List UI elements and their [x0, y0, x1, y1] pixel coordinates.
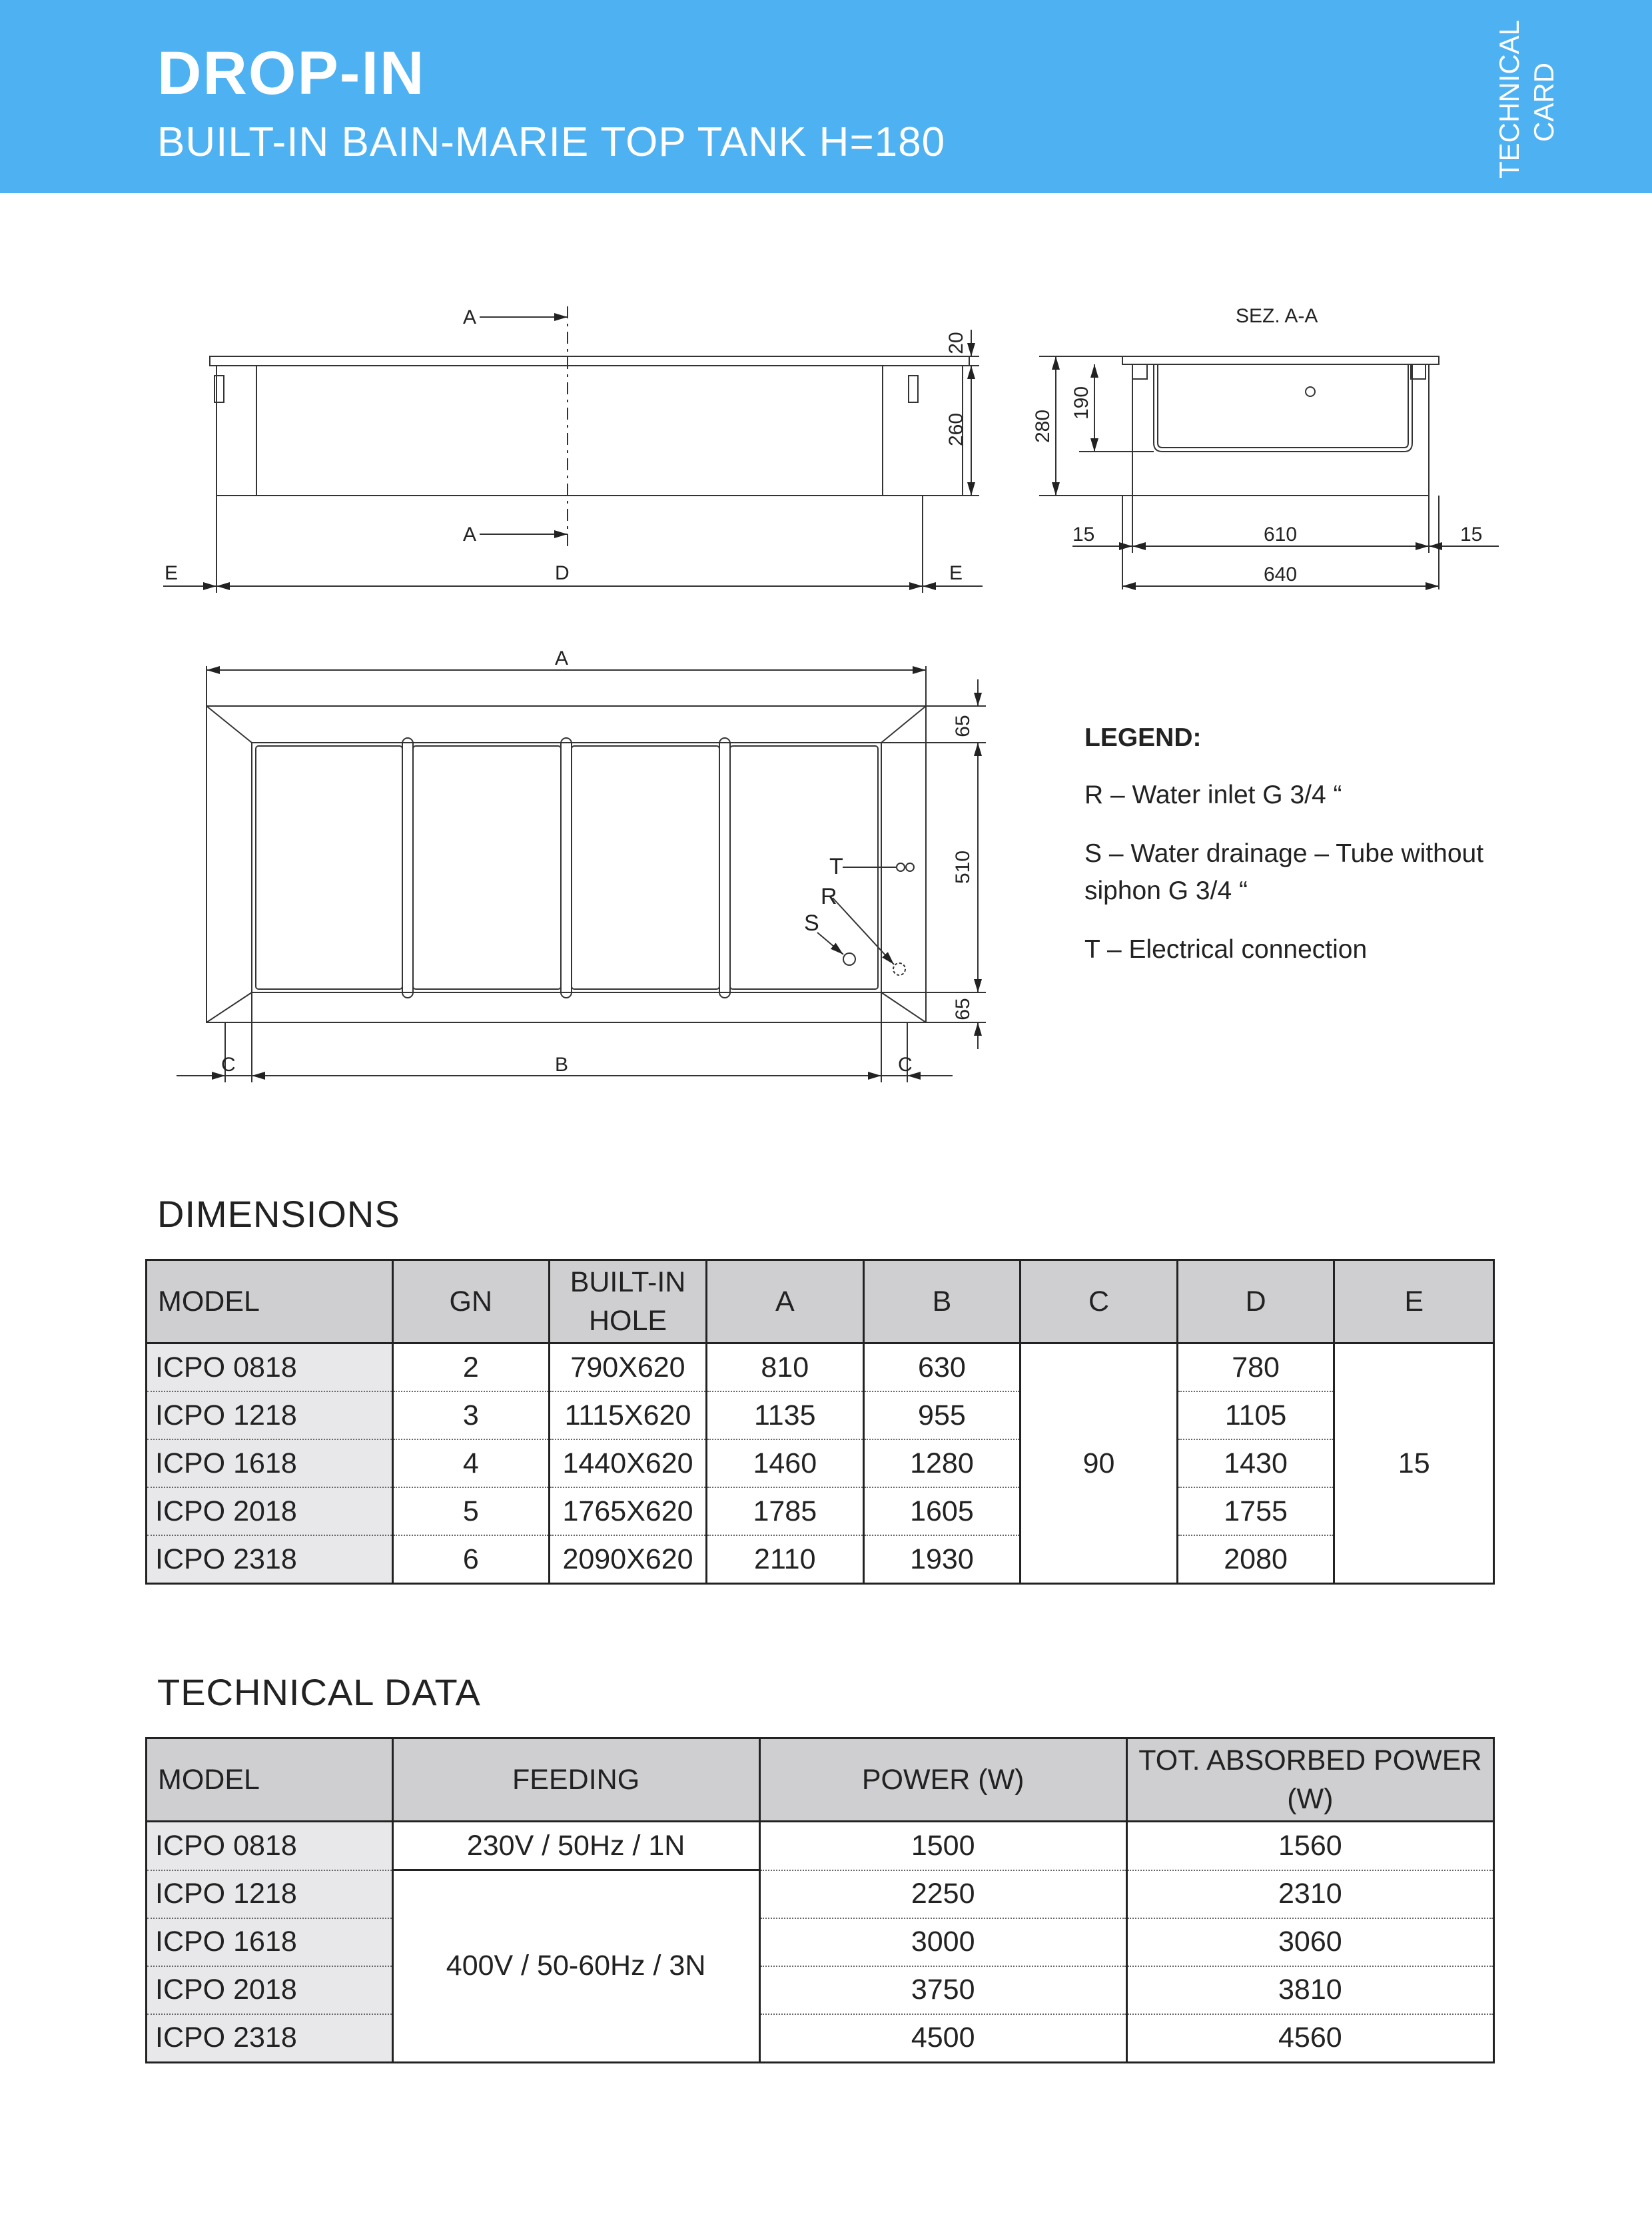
cell-gn: 2: [392, 1343, 550, 1392]
table-row: [147, 1439, 1494, 1487]
cell-power: 2250: [759, 1870, 1126, 1918]
cell-model: ICPO 1618: [147, 1918, 393, 1966]
table-row: [147, 1391, 1494, 1439]
cell-power: 3000: [759, 1918, 1126, 1966]
section-view: [1039, 356, 1499, 589]
cell-a: 2110: [706, 1535, 863, 1584]
top-view: [177, 666, 986, 1082]
dim-top-510: 510: [952, 850, 974, 885]
dimensions-table: [145, 1259, 1495, 1585]
cell-absorbed: 3060: [1126, 1918, 1493, 1966]
cell-gn: 6: [392, 1535, 550, 1584]
section-title: SEZ. A-A: [1236, 305, 1318, 327]
cell-power: 1500: [759, 1822, 1126, 1870]
cell-hole: 1115X620: [550, 1391, 707, 1439]
dim-section-15-right: 15: [1460, 524, 1483, 546]
cell-model: ICPO 2018: [147, 1966, 393, 2014]
cell-d: 1105: [1177, 1391, 1334, 1439]
cell-a: 1785: [706, 1487, 863, 1535]
cell-a: 810: [706, 1343, 863, 1392]
cell-c-merged: 90: [1021, 1343, 1178, 1584]
cell-d: 780: [1177, 1343, 1334, 1392]
technical-data-title: TECHNICAL DATA: [157, 1671, 481, 1713]
cell-power: 4500: [759, 2014, 1126, 2063]
technical-card-tag: TECHNICAL CARD: [1493, 19, 1559, 179]
dim-label-c-right: C: [898, 1054, 913, 1076]
table-row: [147, 2014, 1494, 2063]
cell-b: 1280: [863, 1439, 1021, 1487]
cell-power: 3750: [759, 1966, 1126, 2014]
cell-d: 1430: [1177, 1439, 1334, 1487]
header-feeding: FEEDING: [392, 1738, 759, 1822]
cell-gn: 5: [392, 1487, 550, 1535]
legend: [1084, 719, 1484, 990]
cell-b: 1605: [863, 1487, 1021, 1535]
header-e: E: [1334, 1260, 1494, 1343]
header-d: D: [1177, 1260, 1334, 1343]
table-row: [147, 1487, 1494, 1535]
dim-top-65-lower: 65: [952, 998, 974, 1020]
connection-label-r: R: [821, 884, 837, 909]
cell-b: 630: [863, 1343, 1021, 1392]
table-header-row: [147, 1738, 1494, 1822]
table-row: [147, 1918, 1494, 1966]
cell-model: ICPO 1618: [147, 1439, 393, 1487]
cell-absorbed: 1560: [1126, 1822, 1493, 1870]
cell-absorbed: 4560: [1126, 2014, 1493, 2063]
header-model: MODEL: [147, 1260, 393, 1343]
table-row: [147, 1343, 1494, 1392]
header-gn: GN: [392, 1260, 550, 1343]
cell-model: ICPO 0818: [147, 1822, 393, 1870]
dim-label-c-left: C: [221, 1054, 236, 1076]
cell-hole: 1440X620: [550, 1439, 707, 1487]
cell-e-merged: 15: [1334, 1343, 1494, 1584]
dim-section-610: 610: [1264, 524, 1298, 546]
page-subtitle: BUILT-IN BAIN-MARIE TOP TANK H=180: [157, 119, 946, 165]
table-row: [147, 1870, 1494, 1918]
cell-a: 1135: [706, 1391, 863, 1439]
cell-d: 1755: [1177, 1487, 1334, 1535]
legend-item-water-inlet: R – Water inlet G 3/4 “: [1084, 781, 1342, 809]
table-row: [147, 1966, 1494, 2014]
cell-model: ICPO 1218: [147, 1391, 393, 1439]
dim-section-15-left: 15: [1072, 524, 1095, 546]
cell-hole: 2090X620: [550, 1535, 707, 1584]
cell-model: ICPO 2018: [147, 1487, 393, 1535]
cell-model: ICPO 0818: [147, 1343, 393, 1392]
cell-model: ICPO 2318: [147, 1535, 393, 1584]
dim-label-b: B: [555, 1054, 569, 1076]
cell-feeding-three-phase: 400V / 50-60Hz / 3N: [392, 1870, 759, 2063]
header-b: B: [863, 1260, 1021, 1343]
section-marker-top: A: [463, 306, 477, 328]
table-header-row: [147, 1260, 1494, 1343]
cell-b: 955: [863, 1391, 1021, 1439]
connection-label-t: T: [829, 854, 843, 879]
header-a: A: [706, 1260, 863, 1343]
dim-label-e-left: E: [165, 562, 179, 584]
dim-front-height: 260: [945, 412, 967, 447]
cell-feeding-single-phase: 230V / 50Hz / 1N: [392, 1822, 759, 1870]
cell-b: 1930: [863, 1535, 1021, 1584]
connection-label-s: S: [804, 911, 819, 936]
page-title: DROP-IN: [157, 39, 426, 107]
technical-data-table: [145, 1737, 1495, 2063]
header-built-in-hole: BUILT-IN HOLE: [550, 1260, 707, 1343]
dim-label-e-right: E: [949, 562, 963, 584]
table-row: [147, 1822, 1494, 1870]
cell-model: ICPO 1218: [147, 1870, 393, 1918]
header-power: POWER (W): [759, 1738, 1126, 1822]
cell-gn: 4: [392, 1439, 550, 1487]
dim-section-190: 190: [1070, 386, 1092, 420]
dim-top-65-upper: 65: [952, 715, 974, 737]
cell-d: 2080: [1177, 1535, 1334, 1584]
cell-hole: 1765X620: [550, 1487, 707, 1535]
dim-label-d: D: [555, 562, 570, 584]
cell-gn: 3: [392, 1391, 550, 1439]
dim-section-280: 280: [1032, 409, 1054, 444]
dim-section-640: 640: [1264, 563, 1298, 585]
header-c: C: [1021, 1260, 1178, 1343]
cell-absorbed: 3810: [1126, 1966, 1493, 2014]
cell-a: 1460: [706, 1439, 863, 1487]
dim-label-a: A: [555, 647, 569, 669]
table-row: [147, 1535, 1494, 1584]
dimensions-title: DIMENSIONS: [157, 1193, 400, 1235]
section-marker-bottom: A: [463, 524, 477, 546]
cell-model: ICPO 2318: [147, 2014, 393, 2063]
legend-item-water-drainage: S – Water drainage – Tube without siphon G 3/4 “: [1084, 839, 1484, 905]
header-model: MODEL: [147, 1738, 393, 1822]
cell-hole: 790X620: [550, 1343, 707, 1392]
legend-title: LEGEND:: [1084, 723, 1202, 752]
legend-item-electrical: T – Electrical connection: [1084, 935, 1368, 964]
cell-absorbed: 2310: [1126, 1870, 1493, 1918]
header-absorbed-power: TOT. ABSORBED POWER (W): [1126, 1738, 1493, 1822]
dim-top-thickness: 20: [945, 332, 967, 354]
front-view: [163, 306, 983, 593]
